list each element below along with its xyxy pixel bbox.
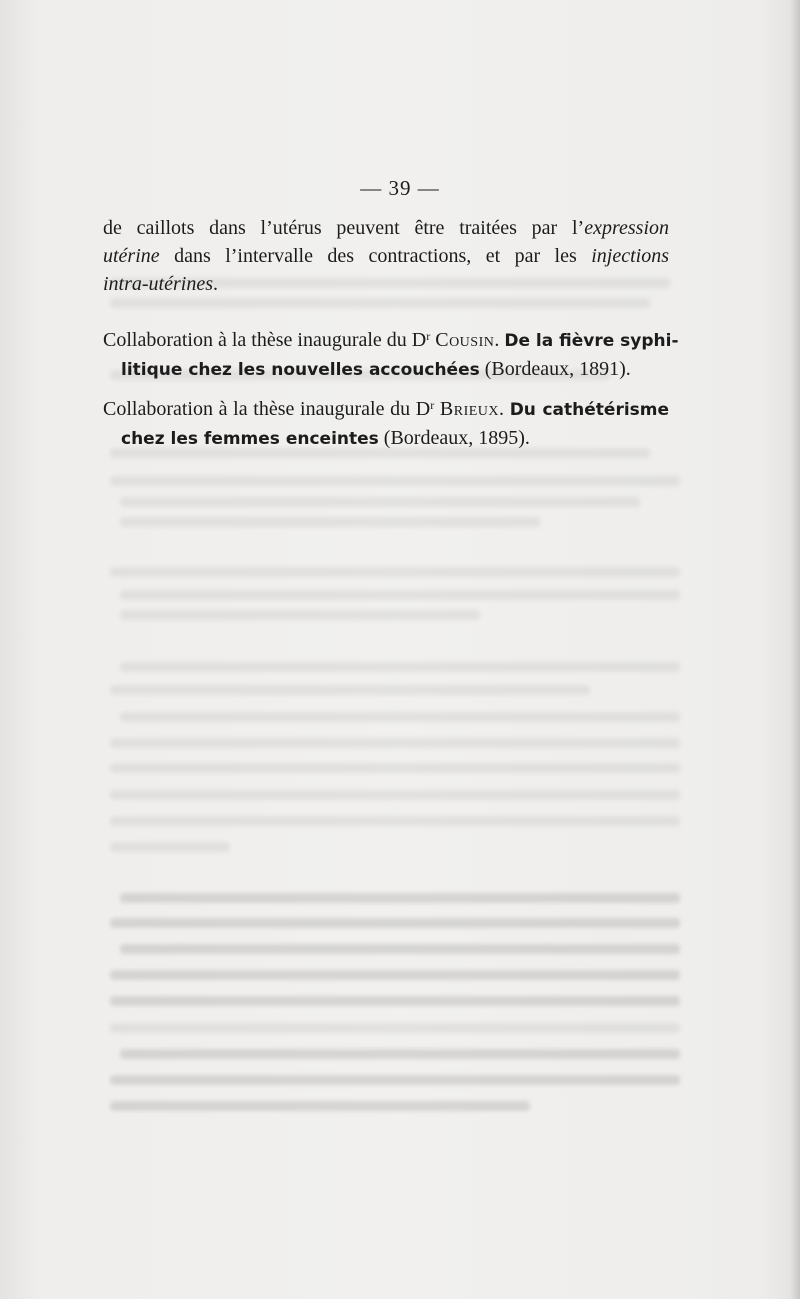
author-name-brieux: Brieux [439, 398, 500, 420]
citation-brieux-line1 [103, 391, 669, 424]
citation-brieux-sup: r [430, 398, 435, 412]
citation-brieux-prefix: Collaboration à la thèse inaugurale du D [103, 398, 431, 420]
citation-cousin-tail: (Bordeaux, 1891). [479, 358, 631, 380]
italic-term-injections: injections [591, 245, 669, 267]
italic-term-expression: expression [584, 217, 669, 239]
paragraph1-line3 [103, 270, 669, 298]
citation-cousin-prefix: Collaboration à la thèse inaugurale du D [103, 329, 427, 351]
italic-term-uterine: utérine [103, 245, 160, 267]
paragraph1-line1 [103, 214, 669, 242]
citation-cousin [103, 322, 679, 384]
italic-term-intra-uterines: intra-utérines [103, 273, 213, 295]
citation-cousin-line2 [103, 355, 669, 384]
paragraph1-line3-text: . [213, 273, 218, 295]
citation-cousin-period: . [494, 329, 505, 351]
thesis-title-brieux-part1: Du cathétérisme [509, 400, 670, 420]
citation-brieux-tail: (Bordeaux, 1895). [378, 427, 530, 449]
paragraph1-line2 [103, 242, 669, 270]
citation-brieux-period: . [499, 398, 510, 420]
thesis-title-brieux-part2: chez les femmes enceintes [121, 429, 379, 449]
author-name-cousin: Cousin [435, 329, 495, 351]
citation-brieux-line2 [103, 424, 669, 453]
citation-brieux [103, 391, 669, 453]
paragraph1-line2-text: dans l’intervalle des contractions, et par les [159, 245, 592, 267]
paragraph1-line1-text: de caillots dans l’utérus peuvent être traitées par l’ [103, 217, 585, 239]
paragraph-uterine-expression [103, 214, 669, 298]
thesis-title-cousin-part1: De la fièvre syphi- [504, 331, 679, 351]
citation-cousin-sup: r [426, 329, 431, 343]
thesis-title-cousin-part2: litique chez les nouvelles accouchées [121, 360, 480, 380]
page-number: — 39 — [360, 176, 440, 200]
citation-cousin-line1 [103, 322, 679, 355]
